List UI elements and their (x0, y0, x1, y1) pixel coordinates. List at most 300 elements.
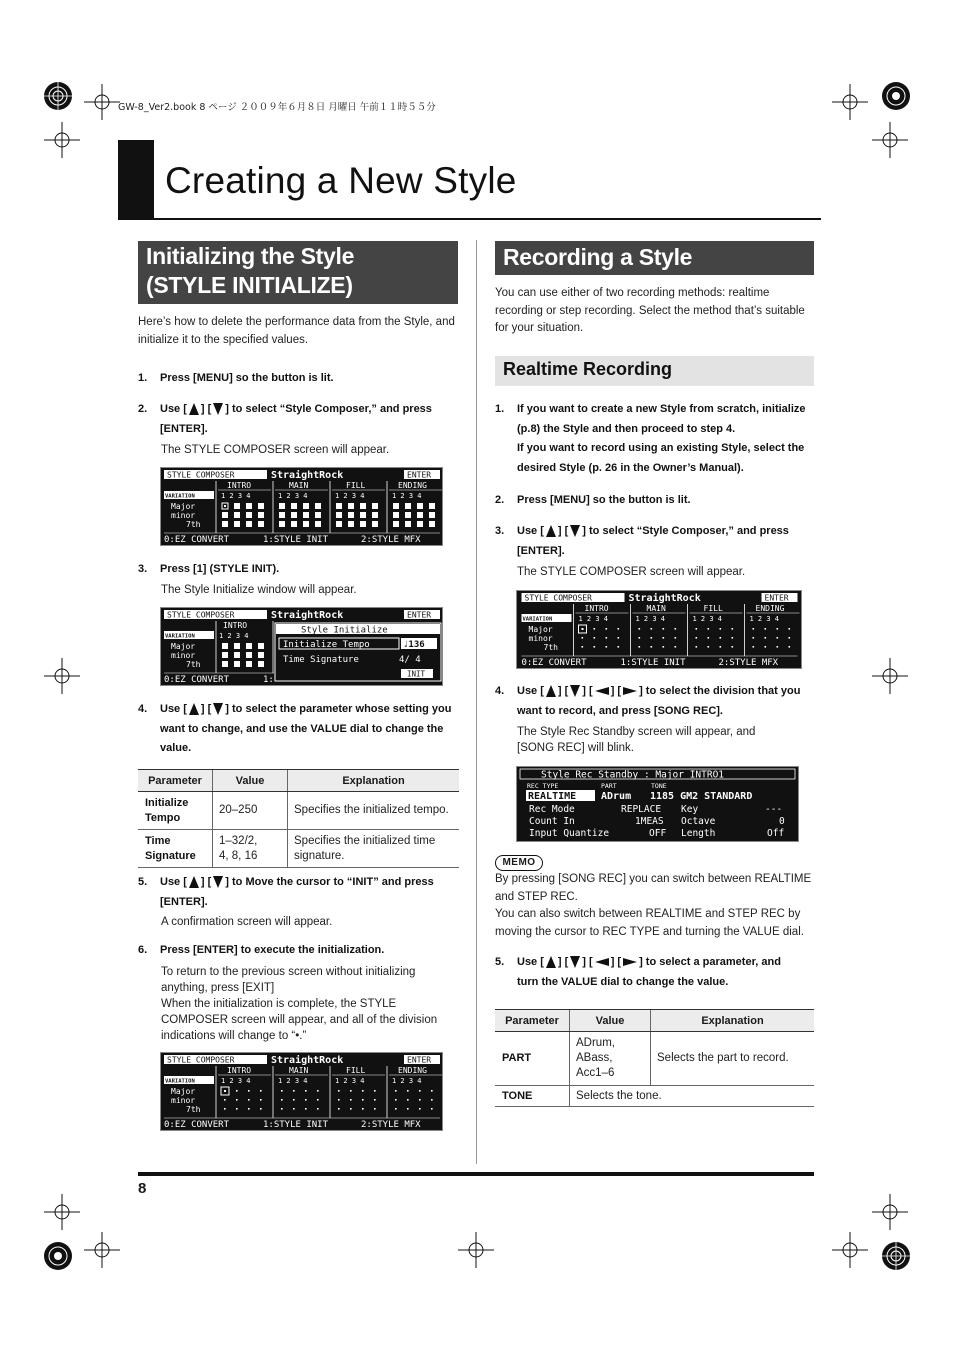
up-arrow-icon (189, 876, 199, 888)
footer-rule (138, 1172, 814, 1176)
lcd-cell (234, 512, 240, 518)
right-intro (495, 285, 805, 338)
lcd-footer: 0:EZ CONVERT (164, 535, 230, 545)
lcd-cell (348, 503, 354, 509)
lcd-cell (350, 1090, 352, 1092)
step-text: (p.8) the Style and then proceed to step 4. (517, 422, 736, 435)
step-number: 4. (138, 703, 148, 715)
lcd-cell (260, 1108, 262, 1110)
lcd-cell (291, 521, 297, 527)
lcd-style-composer-initialized (160, 1052, 443, 1131)
lcd-cell (777, 637, 779, 639)
crosshair-mark-icon (84, 84, 120, 120)
crosshair-mark-icon (44, 122, 80, 158)
note-line: indications will change to “•.” (161, 1030, 307, 1042)
step-number: 3. (495, 525, 505, 537)
lcd-cell (789, 637, 791, 639)
lcd-cell (246, 503, 252, 509)
crosshair-mark-icon (44, 1194, 80, 1230)
lcd-nums: 1 2 3 4 (749, 615, 780, 623)
title-bar-block (118, 140, 154, 220)
step-number: 3. (138, 563, 148, 575)
table-cell: Acc1–6 (576, 1067, 615, 1079)
memo-text (495, 871, 811, 941)
down-arrow-icon (213, 703, 223, 715)
lcd-cell (315, 503, 321, 509)
lcd-cell (639, 628, 641, 630)
lcd-cell (395, 1090, 397, 1092)
step-text: ] to Move the cursor to “INIT” and press (225, 876, 434, 888)
heading-line-1: Initializing the Style (146, 243, 355, 269)
lcd-cell (663, 628, 665, 630)
lcd-division: INTRO (227, 1066, 252, 1075)
left-intro (138, 314, 455, 349)
note-line: To return to the previous screen without initializing (161, 966, 416, 978)
lcd-division: INTRO (227, 481, 252, 490)
lcd-cell (222, 521, 228, 527)
lcd-cell (753, 646, 755, 648)
step-text: If you want to create a new Style from scratch, initialize (517, 403, 806, 415)
lcd-cell (618, 646, 620, 648)
lcd-cell (405, 512, 411, 518)
registration-target-icon (40, 78, 76, 114)
lcd-cell (732, 637, 734, 639)
lcd-cell (708, 628, 710, 630)
right-step-1 (495, 400, 825, 480)
lcd-cell (350, 1099, 352, 1101)
step-text: ] [ (610, 956, 622, 968)
lcd-cell (281, 1099, 283, 1101)
step-text: ] [ (610, 685, 622, 697)
table-cell: Time (145, 834, 171, 847)
lcd-footer: 0:EZ CONVERT (164, 675, 230, 685)
left-step-5 (138, 873, 468, 913)
lcd-cell (417, 512, 423, 518)
lcd-style-initialize (160, 607, 443, 686)
step-text: ] to select “Style Composer,” and press (582, 525, 789, 537)
lcd-cell (777, 628, 779, 630)
left-step-3-note: The Style Initialize window will appear. (161, 584, 357, 596)
table-row (138, 830, 459, 868)
heading-text: Recording a Style (503, 244, 693, 270)
title-rule (118, 218, 821, 220)
down-arrow-icon (213, 403, 223, 415)
lcd-cell (236, 1099, 238, 1101)
step-number: 6. (138, 944, 148, 956)
lcd-rec-label: Count In (529, 816, 575, 827)
lcd-cell (293, 1099, 295, 1101)
step-text: ] to select a parameter, and (639, 956, 781, 968)
lcd-cell (258, 503, 264, 509)
step-text: ] [ (200, 403, 212, 415)
table-cell: ABass, (576, 1052, 613, 1064)
lcd-footer: 1: (263, 675, 274, 685)
lcd-style-composer-cursor (516, 590, 802, 669)
table-cell: ADrum, (576, 1037, 615, 1049)
lcd-cell (374, 1108, 376, 1110)
lcd-division: INTRO (584, 604, 609, 613)
memo-badge: MEMO (495, 855, 543, 871)
lcd-cell (765, 646, 767, 648)
note-line: The Style Rec Standby screen will appear, and (517, 726, 756, 738)
lcd-cell (720, 628, 722, 630)
lcd-cell (224, 1090, 226, 1092)
lcd-division: ENDING (755, 604, 785, 613)
table-cell: PART (495, 1032, 570, 1086)
lcd-cell (246, 652, 252, 658)
note-line: COMPOSER screen will appear, and all of the division (161, 1014, 438, 1026)
lcd-init-button: INIT (407, 669, 426, 679)
lcd-rec-value: REPLACE (621, 804, 662, 815)
lcd-cell (393, 521, 399, 527)
lcd-chord: minor (528, 634, 553, 643)
crosshair-mark-icon (872, 658, 908, 694)
lcd-chord: Major (171, 502, 196, 511)
lcd-cell (317, 1090, 319, 1092)
lcd-cell (708, 637, 710, 639)
lcd-cell (594, 646, 596, 648)
step-number: 4. (495, 685, 505, 697)
lcd-cell (360, 503, 366, 509)
table-header: Value (213, 770, 288, 792)
lcd-chord: Major (171, 642, 196, 651)
lcd-style-name: StraightRock (628, 593, 701, 604)
left-parameter-table (138, 769, 459, 868)
table-cell: Tempo (145, 811, 181, 824)
lcd-division: FILL (346, 1066, 366, 1075)
step-text: Press [ENTER] to execute the initialization. (160, 944, 385, 956)
up-arrow-icon (546, 525, 556, 537)
lcd-cell (639, 646, 641, 648)
step-text: Use [ (517, 525, 544, 537)
lcd-rec-header: TONE (651, 782, 667, 790)
table-header: Parameter (138, 770, 213, 792)
step-text: ] [ (557, 956, 569, 968)
lcd-cell (303, 521, 309, 527)
lcd-cell (362, 1099, 364, 1101)
lcd-sig-label: Time Signature (283, 655, 359, 665)
crosshair-mark-icon (872, 1194, 908, 1230)
lcd-nums: 1 2 3 4 (578, 615, 609, 623)
lcd-cell (222, 652, 228, 658)
lcd-variation: VARIATION (522, 616, 553, 623)
lcd-cell (675, 628, 677, 630)
print-header: GW-8_Ver2.book 8 ページ ２００９年６月８日 月曜日 午前１１時５５分 (118, 102, 436, 113)
lcd-rec-value: 0 (779, 816, 785, 827)
table-cell: 1–32/2, (219, 834, 258, 847)
table-row (495, 1032, 814, 1086)
step-number: 1. (495, 403, 505, 415)
lcd-cell (305, 1108, 307, 1110)
lcd-cell (419, 1099, 421, 1101)
lcd-cell (606, 628, 608, 630)
lcd-nums: 1 2 3 4 (221, 492, 251, 500)
lcd-cell (222, 643, 228, 649)
lcd-cell (395, 1108, 397, 1110)
lcd-cell (362, 1090, 364, 1092)
subheading-realtime-recording (495, 356, 814, 386)
lcd-cell (372, 512, 378, 518)
memo-line: and STEP REC. (495, 890, 578, 903)
step-text: [ENTER]. (517, 544, 565, 557)
step-number: 2. (138, 403, 148, 415)
lcd-nums: 1 2 3 4 (219, 632, 249, 640)
lcd-style-name: StraightRock (271, 610, 344, 621)
table-cell: Signature (145, 849, 196, 862)
lcd-cell (291, 503, 297, 509)
lcd-tempo-value: ♩136 (403, 640, 425, 650)
left-arrow-icon (595, 687, 609, 695)
table-row (138, 792, 459, 830)
up-arrow-icon (546, 685, 556, 697)
lcd-footer: 1:STYLE INIT (263, 535, 329, 545)
lcd-rec-title: Style Rec Standby : Major INTRO1 (541, 769, 725, 781)
section-heading-style-initialize (138, 241, 458, 304)
lcd-style-rec-standby (516, 766, 799, 842)
table-cell: Selects the tone. (570, 1086, 815, 1107)
lcd-cell (789, 628, 791, 630)
lcd-nums: 1 2 3 4 (335, 1077, 365, 1085)
intro-line: You can use either of two recording methods: realtime (495, 287, 770, 299)
lcd-cell (315, 512, 321, 518)
lcd-cell (789, 646, 791, 648)
lcd-division: ENDING (398, 481, 427, 490)
lcd-division: ENDING (398, 1066, 427, 1075)
registration-target-icon (878, 1238, 914, 1274)
lcd-cell (651, 637, 653, 639)
lcd-cell (753, 628, 755, 630)
lcd-cell (360, 521, 366, 527)
down-arrow-icon (570, 685, 580, 697)
lcd-footer: 0:EZ CONVERT (164, 1120, 230, 1130)
lcd-division: INTRO (223, 621, 248, 630)
intro-line: recording or step recording. Select the method that’s suitable (495, 304, 805, 317)
left-step-2 (138, 400, 468, 440)
lcd-division: MAIN (289, 481, 309, 490)
lcd-rec-label: Length (681, 828, 716, 839)
step-number: 5. (138, 876, 148, 888)
intro-line: initialize it to the specified values. (138, 333, 309, 346)
lcd-cell (317, 1108, 319, 1110)
lcd-cell (696, 646, 698, 648)
lcd-cell (395, 1099, 397, 1101)
lcd-cell (696, 637, 698, 639)
lcd-cell (234, 652, 240, 658)
lcd-style-name: StraightRock (271, 1055, 344, 1066)
lcd-tab: STYLE COMPOSER (524, 593, 592, 603)
lcd-rec-header: REC TYPE (527, 782, 559, 790)
lcd-rec-label: Rec Mode (529, 804, 575, 815)
lcd-cell (317, 1099, 319, 1101)
step-text: ] [ (557, 525, 569, 537)
table-cell: Initialize (145, 796, 189, 809)
lcd-footer: 2:STYLE MFX (361, 1120, 421, 1130)
lcd-rec-type: REALTIME (528, 791, 577, 802)
note-line: [SONG REC] will blink. (517, 742, 634, 754)
lcd-cell (696, 628, 698, 630)
left-step-6 (138, 941, 468, 961)
lcd-cell (348, 512, 354, 518)
step-text: want to change, and use the VALUE dial to change the (160, 722, 444, 735)
heading-line-2: (STYLE INITIALIZE) (146, 272, 353, 298)
lcd-cell (248, 1099, 250, 1101)
lcd-cell (651, 628, 653, 630)
lcd-chord: 7th (543, 643, 558, 652)
lcd-cell (431, 1099, 433, 1101)
lcd-cell (303, 512, 309, 518)
step-text: ] to select the division that you (639, 685, 801, 697)
lcd-cell (618, 628, 620, 630)
lcd-cell (675, 646, 677, 648)
table-cell: signature. (294, 849, 345, 862)
step-text: ] [ (582, 685, 593, 697)
lcd-nums: 1 2 3 4 (692, 615, 723, 623)
section-heading-recording (495, 241, 814, 275)
left-step-1 (138, 369, 468, 389)
right-step-2 (495, 491, 825, 511)
page-title: Creating a New Style (165, 160, 517, 201)
lcd-enter-label: ENTER (407, 1055, 432, 1065)
lcd-cell (303, 503, 309, 509)
lcd-chord: Major (528, 625, 553, 634)
lcd-enter-label: ENTER (407, 470, 432, 480)
crosshair-mark-icon (832, 84, 868, 120)
step-text: value. (160, 742, 192, 754)
lcd-rec-part: ADrum (601, 791, 632, 802)
left-step-4 (138, 700, 468, 760)
down-arrow-icon (570, 525, 580, 537)
lcd-rec-value: --- (765, 804, 783, 815)
lcd-cell (236, 1108, 238, 1110)
lcd-cell (374, 1099, 376, 1101)
lcd-cell (315, 521, 321, 527)
lcd-chord: 7th (186, 660, 201, 669)
registration-target-icon (878, 78, 914, 114)
lcd-cell (720, 646, 722, 648)
lcd-rec-value: 1MEAS (635, 816, 664, 827)
up-arrow-icon (189, 403, 199, 415)
step-text: ] [ (557, 685, 569, 697)
memo-line: By pressing [SONG REC] you can switch between REALTIME (495, 873, 812, 885)
step-text: ] [ (582, 956, 593, 968)
crosshair-mark-icon (44, 658, 80, 694)
left-step-5-note: A confirmation screen will appear. (161, 916, 333, 928)
lcd-cell (258, 661, 264, 667)
lcd-nums: 1 2 3 4 (221, 1077, 251, 1085)
lcd-cell (236, 1090, 238, 1092)
left-step-3 (138, 560, 468, 580)
lcd-cell (360, 512, 366, 518)
lcd-cell (372, 521, 378, 527)
table-header: Explanation (651, 1010, 815, 1032)
lcd-cell (393, 503, 399, 509)
lcd-cell (234, 503, 240, 509)
lcd-cell (429, 503, 435, 509)
lcd-cell (419, 1108, 421, 1110)
lcd-cell (281, 1090, 283, 1092)
lcd-cell (258, 652, 264, 658)
step-text: Use [ (160, 403, 187, 415)
right-step-5 (495, 953, 825, 993)
step-text: ] [ (200, 876, 212, 888)
lcd-cell (663, 646, 665, 648)
lcd-cell (281, 1108, 283, 1110)
step-text: Use [ (517, 685, 544, 697)
lcd-cell (293, 1108, 295, 1110)
lcd-cell (431, 1108, 433, 1110)
lcd-cell (594, 628, 596, 630)
lcd-cell (765, 628, 767, 630)
lcd-cell (663, 637, 665, 639)
step-text: Use [ (517, 956, 544, 968)
lcd-cell (407, 1108, 409, 1110)
lcd-nums: 1 2 3 4 (278, 1077, 308, 1085)
lcd-cell (260, 1090, 262, 1092)
step-number: 5. (495, 956, 505, 968)
lcd-nums: 1 2 3 4 (278, 492, 308, 500)
lcd-cell (224, 505, 226, 507)
right-parameter-table (495, 1009, 814, 1107)
lcd-cell (222, 512, 228, 518)
lcd-variation: VARIATION (165, 633, 195, 640)
lcd-cell (338, 1090, 340, 1092)
step-text: Press [MENU] so the button is lit. (517, 494, 691, 506)
table-header: Explanation (288, 770, 460, 792)
lcd-footer: 2:STYLE MFX (361, 535, 421, 545)
lcd-rec-value: OFF (649, 828, 667, 839)
lcd-cell (765, 637, 767, 639)
memo-line: moving the cursor to REC TYPE and turning the VALUE dial. (495, 925, 804, 938)
lcd-division: MAIN (646, 604, 666, 613)
note-line: anything, press [EXIT] (161, 982, 275, 994)
right-step-4 (495, 682, 825, 722)
lcd-cell (234, 643, 240, 649)
lcd-cell (224, 1108, 226, 1110)
lcd-enter-label: ENTER (407, 610, 432, 620)
lcd-cell (246, 643, 252, 649)
lcd-cell (720, 637, 722, 639)
lcd-cell (429, 512, 435, 518)
lcd-style-composer (160, 467, 443, 546)
down-arrow-icon (213, 876, 223, 888)
up-arrow-icon (189, 703, 199, 715)
lcd-cell (405, 503, 411, 509)
lcd-cell (732, 646, 734, 648)
lcd-cell (258, 512, 264, 518)
lcd-cell (431, 1090, 433, 1092)
step-text: [ENTER]. (160, 422, 208, 435)
lcd-cell (405, 521, 411, 527)
lcd-footer: 2:STYLE MFX (718, 658, 779, 668)
lcd-rec-header: PART (601, 782, 617, 790)
lcd-cell (606, 646, 608, 648)
lcd-cell (293, 1090, 295, 1092)
lcd-rec-label: Input Quantize (529, 828, 610, 839)
lcd-cell (582, 637, 584, 639)
lcd-footer: 1:STYLE INIT (620, 658, 686, 668)
step-text: ] to select the parameter whose setting you (225, 703, 452, 715)
lcd-rec-value: Off (767, 828, 785, 839)
lcd-cell (305, 1090, 307, 1092)
step-text: [ENTER]. (160, 895, 208, 908)
lcd-cell (708, 646, 710, 648)
lcd-variation: VARIATION (165, 1078, 195, 1085)
step-text: want to record, and press [SONG REC]. (517, 704, 723, 717)
lcd-cell (606, 637, 608, 639)
lcd-cell (582, 628, 584, 630)
lcd-sig-value: 4/ 4 (399, 655, 421, 665)
lcd-cell (224, 1099, 226, 1101)
